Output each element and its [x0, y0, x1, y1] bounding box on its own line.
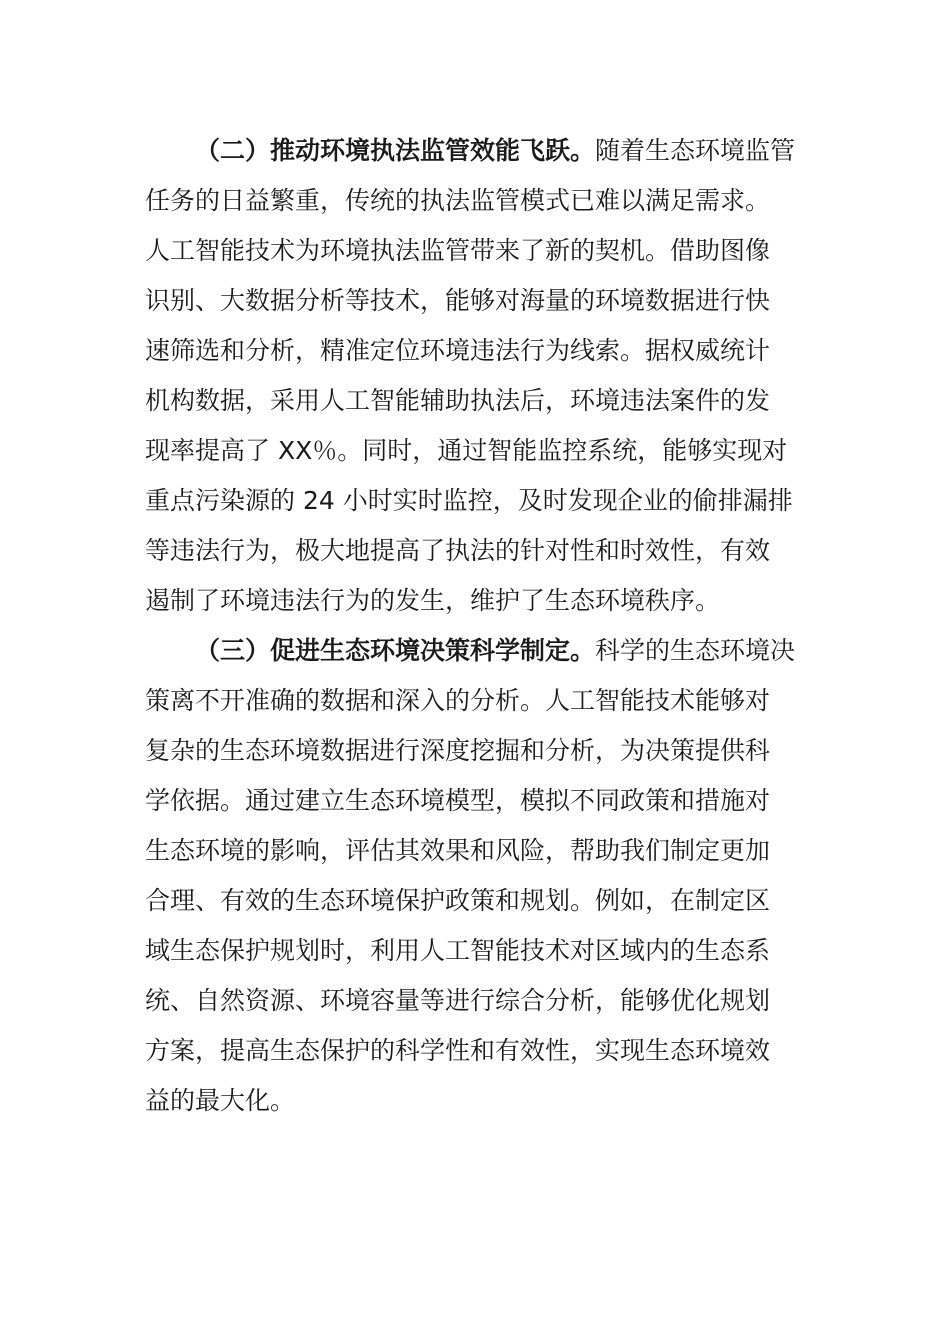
document-body: [145, 126, 808, 1126]
paragraph-first-line: [145, 126, 808, 176]
paragraph-line: 现率提高了 XX％。同时，通过智能监控系统，能够实现对: [145, 436, 788, 465]
paragraph-enforcement: [145, 126, 808, 626]
paragraph-line: 生态环境的影响，评估其效果和风险，帮助我们制定更加: [145, 836, 771, 865]
paragraph-line: 等违法行为，极大地提高了执法的针对性和时效性，有效: [145, 536, 771, 565]
paragraph-line: 任务的日益繁重，传统的执法监管模式已难以满足需求。: [145, 186, 771, 215]
paragraph-line: 重点污染源的 24 小时实时监控，及时发现企业的偷排漏排: [145, 486, 793, 515]
paragraph-line: 速筛选和分析，精准定位环境违法行为线索。据权威统计: [145, 336, 771, 365]
paragraph-line: 域生态保护规划时，利用人工智能技术对区域内的生态系: [145, 936, 771, 965]
paragraph-text: 随着生态环境监管: [595, 136, 796, 165]
paragraph-heading: （三）促进生态环境决策科学制定。: [195, 636, 596, 665]
paragraph-line: 益的最大化。: [145, 1086, 296, 1115]
paragraph-line: 复杂的生态环境数据进行深度挖掘和分析，为决策提供科: [145, 736, 771, 765]
paragraph-line: 学依据。通过建立生态环境模型，模拟不同政策和措施对: [145, 786, 771, 815]
paragraph-line: 合理、有效的生态环境保护政策和规划。例如，在制定区: [145, 886, 771, 915]
paragraph-decision: [145, 626, 808, 1126]
paragraph-line: 策离不开准确的数据和深入的分析。人工智能技术能够对: [145, 686, 771, 715]
paragraph-heading: （二）推动环境执法监管效能飞跃。: [195, 136, 596, 165]
paragraph-line: 方案，提高生态保护的科学性和有效性，实现生态环境效: [145, 1036, 771, 1065]
paragraph-line: 遏制了环境违法行为的发生，维护了生态环境秩序。: [145, 586, 721, 615]
paragraph-line: 人工智能技术为环境执法监管带来了新的契机。借助图像: [145, 236, 771, 265]
paragraph-first-line: [145, 626, 808, 676]
paragraph-line: 识别、大数据分析等技术，能够对海量的环境数据进行快: [145, 286, 771, 315]
paragraph-text: 科学的生态环境决: [595, 636, 796, 665]
paragraph-line: 统、自然资源、环境容量等进行综合分析，能够优化规划: [145, 986, 771, 1015]
paragraph-line: 机构数据，采用人工智能辅助执法后，环境违法案件的发: [145, 386, 771, 415]
